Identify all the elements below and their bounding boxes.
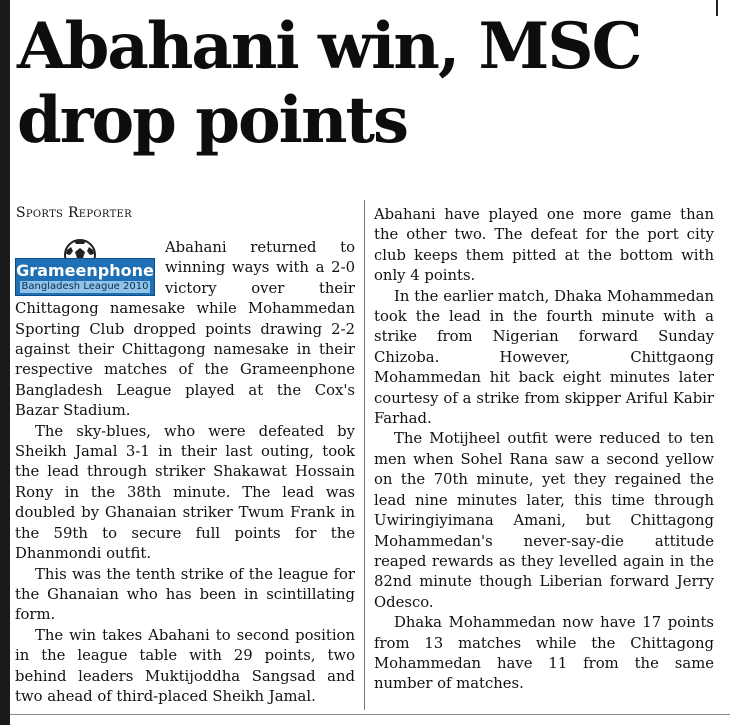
paragraph: In the earlier match, Dhaka Mohammedan took the lead in the fourth minute with a strike from Nigerian forward Sunday Chizoba. However, Chittgaong Mohammedan hit back eight minutes later courtesy of a strike from skipper Ariful Kabir Farhad. [374,287,714,428]
logo-league-text: Bangladesh League 2010 [21,281,149,292]
paragraph: The sky-blues, who were defeated by Sheikh Jamal 3-1 in their last outing, took the lead through striker Shakawat Hossain Rony in the 38th minute. The lead was doubled by Ghanaian striker Twum Frank in the 59th to secure full points for the Dhanmondi outfit. [15,422,355,563]
league-logo [15,238,157,296]
paragraph: This was the tenth strike of the league for the Ghanaian who has been in scintillating form. [15,565,355,624]
paragraph: Dhaka Mohammedan now have 17 points from 13 matches while the Chittagong Mohammedan have 11 from the same number of matches. [374,614,714,693]
article-headline: Abahani win, MSC drop points [17,9,641,158]
logo-banner [15,258,155,296]
paragraph: Abahani have played one more game than the other two. The defeat for the port city club keeps them pitted at the bottom with only 4 points. [374,206,714,285]
paragraph: The win takes Abahani to second position in the league table with 29 points, two behind leaders Muktijoddha Sangsad and two ahead of third-placed Sheikh Jamal. [15,626,355,705]
paragraph: Abahani returned to winning ways with a 2-0 victory over their Chittagong namesake while Mohammedan Sporting Club dropped points drawing 2-2 against their Chittagong namesake in their respective matches of the Grameenphone Bangladesh League played at the Cox's Bazar Stadium. [15,239,355,420]
column-divider [364,200,365,710]
logo-name-text: Grameenphone [16,261,154,280]
paragraph: The Motijheel outfit were reduced to ten men when Sohel Rana saw a second yellow on the 70th minute, yet they regained the lead nine minutes later, this time through Uwiringiyimana Amani, but Chittagong Mohammedan's never-say-die attitude reaped rewards as they levelled again in the 82nd minute though Liberian forward Jerry Odesco. [374,430,714,611]
byline: Sports Reporter [16,205,132,221]
left-column [15,238,355,707]
right-column [374,205,714,695]
football-icon [63,238,97,260]
left-border-bar [0,0,10,725]
bottom-rule [10,714,730,715]
